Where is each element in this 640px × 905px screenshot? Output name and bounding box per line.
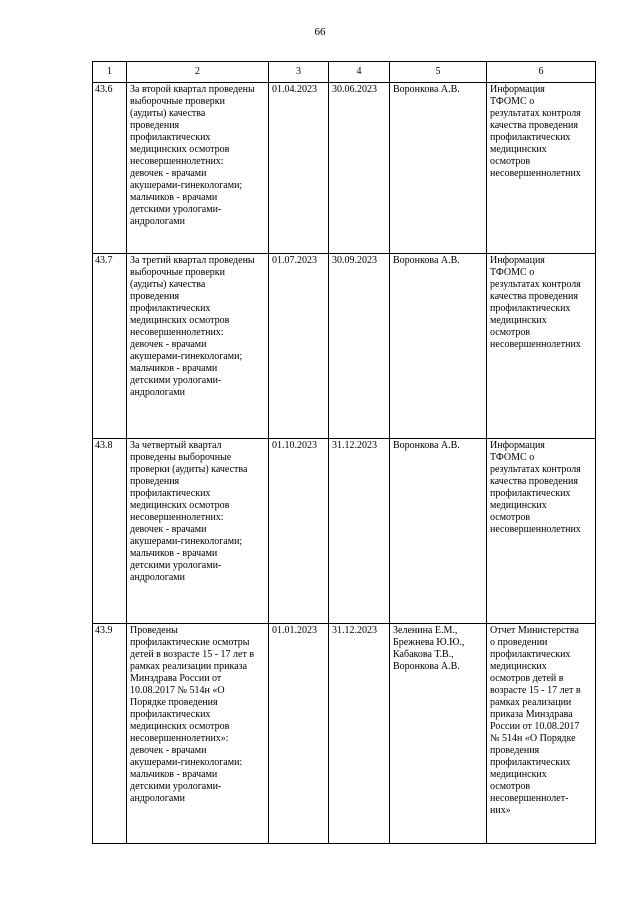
table-row <box>93 624 596 844</box>
row-result: Информация ТФОМС о результатах контроля качества проведения профилактических медицинских осмотров несовершеннолетних <box>487 83 596 254</box>
row-description: За третий квартал проведены выборочные проверки (аудиты) качества проведения профилактических медицинских осмотров несовершеннолетних: девочек - врачами акушерами-гинекологами; мальчиков - врачами детскими урологами- андрологами <box>127 254 269 439</box>
row-number: 43.9 <box>93 624 127 844</box>
header-cell-5: 5 <box>390 62 487 83</box>
row-responsible: Воронкова А.В. <box>390 83 487 254</box>
page-number: 66 <box>314 26 326 38</box>
row-number: 43.8 <box>93 439 127 624</box>
header-cell-1: 1 <box>93 62 127 83</box>
row-description: За второй квартал проведены выборочные проверки (аудиты) качества проведения профилактических медицинских осмотров несовершеннолетних: девочек - врачами акушерами-гинекологами; мальчиков - врачами детскими урологами- андрологами <box>127 83 269 254</box>
table-row <box>93 83 596 254</box>
table-row <box>93 254 596 439</box>
header-cell-4: 4 <box>329 62 390 83</box>
row-description: Проведены профилактические осмотры детей в возрасте 15 - 17 лет в рамках реализации приказа Минздрава России от 10.08.2017 № 514н «О Порядке проведения профилактических медицинских осмотров несовершеннолетних»: девочек - врачами акушерами-гинекологами: мальчиков - врачами детскими урологами- андрологами <box>127 624 269 844</box>
row-end-date: 31.12.2023 <box>329 439 390 624</box>
row-number: 43.7 <box>93 254 127 439</box>
row-start-date: 01.10.2023 <box>269 439 329 624</box>
header-cell-2: 2 <box>127 62 269 83</box>
row-number: 43.6 <box>93 83 127 254</box>
row-result: Отчет Министерства о проведении профилактических медицинских осмотров детей в возрасте 15 - 17 лет в рамках реализации приказа Минздрава России от 10.08.2017 № 514н «О Порядке проведения профилактических медицинских осмотров несовершеннолет- них» <box>487 624 596 844</box>
row-end-date: 31.12.2023 <box>329 624 390 844</box>
row-description: За четвертый квартал проведены выборочные проверки (аудиты) качества проведения профилактических медицинских осмотров несовершеннолетних: девочек - врачами акушерами-гинекологами; мальчиков - врачами детскими урологами- андрологами <box>127 439 269 624</box>
header-cell-3: 3 <box>269 62 329 83</box>
row-result: Информация ТФОМС о результатах контроля качества проведения профилактических медицинских осмотров несовершеннолетних <box>487 254 596 439</box>
table-row <box>93 439 596 624</box>
row-end-date: 30.06.2023 <box>329 83 390 254</box>
row-responsible: Зеленина Е.М., Брежнева Ю.Ю., Кабакова Т.В., Воронкова А.В. <box>390 624 487 844</box>
row-end-date: 30.09.2023 <box>329 254 390 439</box>
row-start-date: 01.07.2023 <box>269 254 329 439</box>
row-start-date: 01.01.2023 <box>269 624 329 844</box>
table-header-row <box>93 62 596 83</box>
plan-table <box>92 61 596 844</box>
row-responsible: Воронкова А.В. <box>390 254 487 439</box>
row-result: Информация ТФОМС о результатах контроля качества проведения профилактических медицинских осмотров несовершеннолетних <box>487 439 596 624</box>
header-cell-6: 6 <box>487 62 596 83</box>
row-responsible: Воронкова А.В. <box>390 439 487 624</box>
row-start-date: 01.04.2023 <box>269 83 329 254</box>
